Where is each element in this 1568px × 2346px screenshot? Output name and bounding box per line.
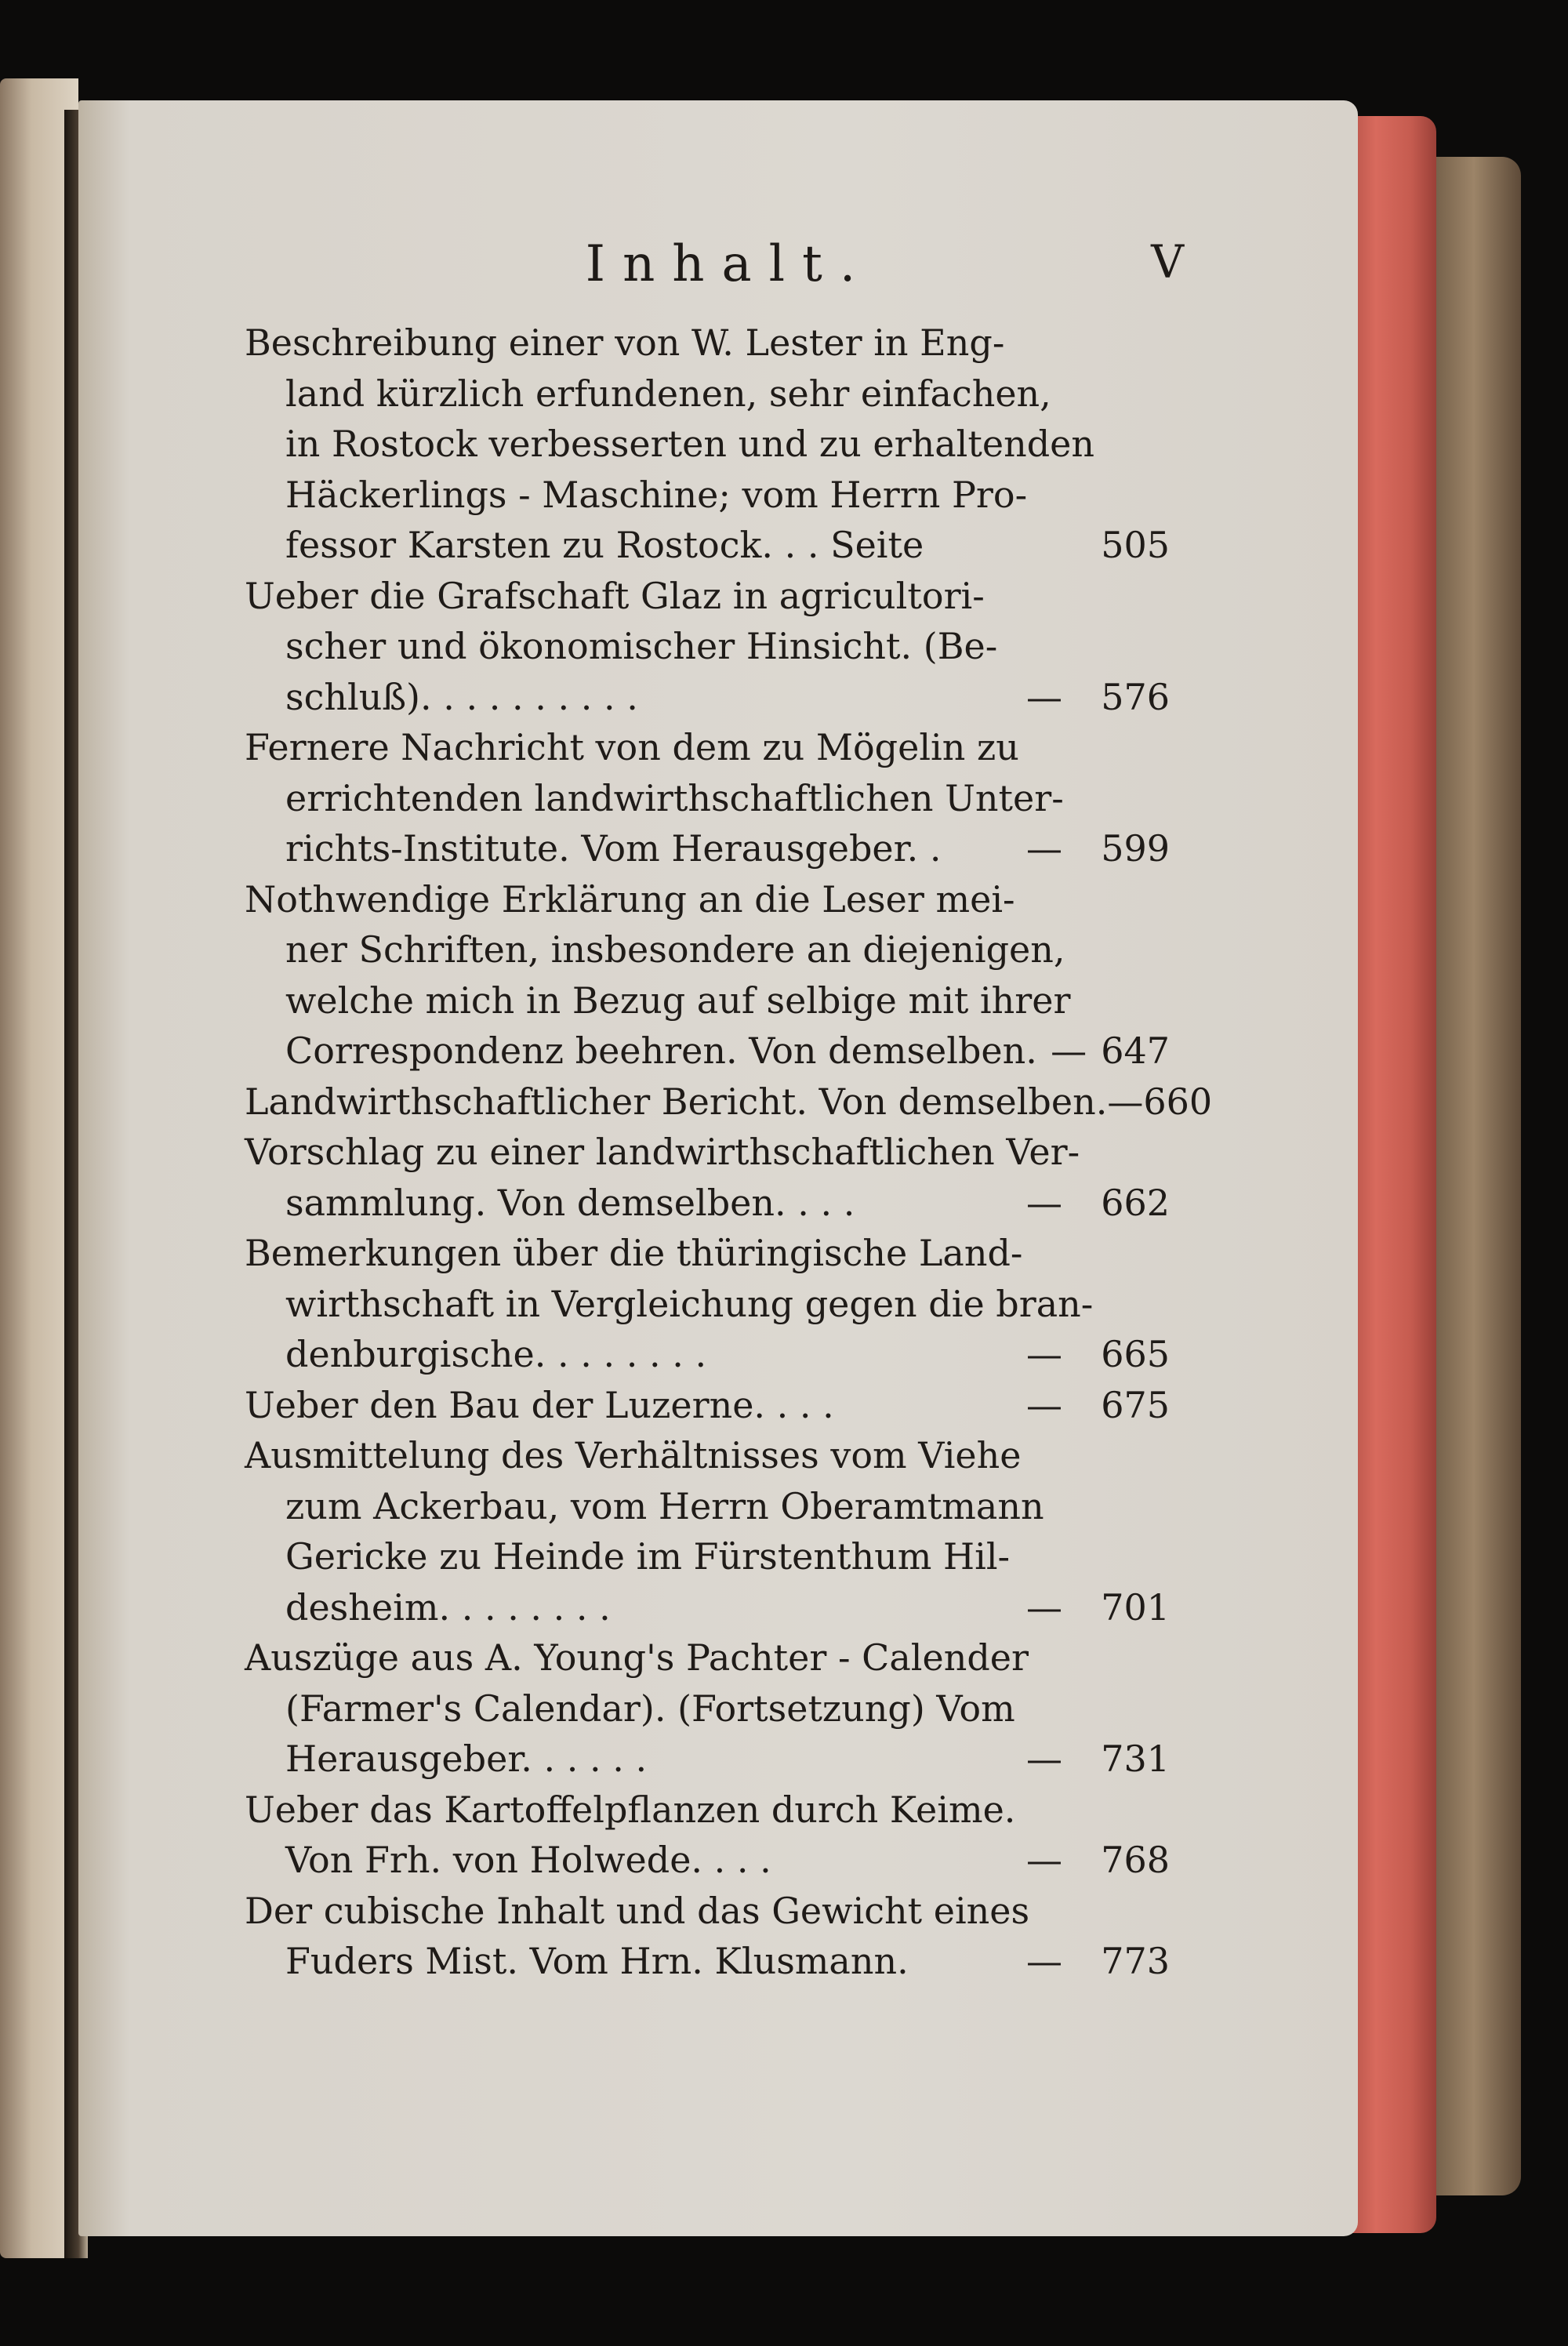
ditto-dash: — bbox=[1026, 1383, 1062, 1426]
toc-entry-line: Vorschlag zu einer landwirthschaftlichen Ver- bbox=[245, 1131, 1080, 1173]
red-page-edges bbox=[1350, 116, 1436, 2233]
toc-entry-line bbox=[245, 1835, 1170, 1886]
toc-entry-line bbox=[245, 823, 1170, 874]
toc-page-number: 701 bbox=[1101, 1585, 1170, 1629]
toc-entry-text: Fuders Mist. Vom Hrn. Klusmann. bbox=[285, 1940, 909, 1982]
toc-entry-line: scher und ökonomischer Hinsicht. (Be- bbox=[285, 625, 998, 667]
toc-entry bbox=[245, 1380, 1170, 1431]
toc-entry-line bbox=[245, 1329, 1170, 1380]
toc-entry-line: wirthschaft in Vergleichung gegen die bran- bbox=[285, 1282, 1094, 1325]
ditto-dash: — bbox=[1107, 1080, 1144, 1123]
toc-entry-line bbox=[245, 1380, 1170, 1431]
toc-entry-text: Ueber den Bau der Luzerne. . . . bbox=[245, 1383, 834, 1426]
toc-entry-line: Beschreibung einer von W. Lester in Eng- bbox=[245, 321, 1005, 364]
toc-entry bbox=[245, 1430, 1170, 1632]
toc-entry bbox=[245, 571, 1170, 723]
toc-entry bbox=[245, 1785, 1170, 1886]
running-title: Inhalt. bbox=[585, 235, 873, 293]
toc-page-number: 773 bbox=[1101, 1940, 1170, 1982]
toc-entry bbox=[245, 318, 1170, 571]
toc-page-number: 731 bbox=[1101, 1738, 1170, 1780]
toc-entry-line: ner Schriften, insbesondere an diejenigen, bbox=[285, 928, 1065, 971]
toc-entry bbox=[245, 1632, 1170, 1785]
ditto-dash: — bbox=[1051, 1030, 1087, 1072]
toc-page-number: 662 bbox=[1101, 1181, 1170, 1224]
ditto-dash: — bbox=[1026, 1940, 1062, 1982]
toc-entry bbox=[245, 722, 1170, 874]
ditto-dash: — bbox=[1026, 1181, 1062, 1224]
toc-entry-line bbox=[245, 520, 1170, 571]
toc-entry-line: Der cubische Inhalt und das Gewicht eines bbox=[245, 1889, 1030, 1932]
ditto-dash: — bbox=[1026, 1738, 1062, 1780]
toc-entry-line: Fernere Nachricht von dem zu Mögelin zu bbox=[245, 726, 1019, 768]
toc-entry-line: (Farmer's Calendar). (Fortsetzung) Vom bbox=[285, 1687, 1015, 1730]
toc-entry-line: zum Ackerbau, vom Herrn Oberamtmann bbox=[285, 1484, 1044, 1527]
toc-page-number: 660 bbox=[1143, 1080, 1213, 1123]
page-header bbox=[0, 235, 1568, 298]
page-number: V bbox=[1151, 235, 1184, 289]
toc-entry-text: Correspondenz beehren. Von demselben. bbox=[285, 1030, 1037, 1072]
toc-entry-line bbox=[245, 1077, 1213, 1128]
ditto-dash: — bbox=[1026, 675, 1062, 718]
toc-page-number: 576 bbox=[1101, 675, 1170, 718]
toc-entry-line bbox=[245, 1936, 1170, 1987]
toc-page-number: 665 bbox=[1101, 1333, 1170, 1375]
toc-page-number: 599 bbox=[1101, 827, 1170, 870]
toc-entry-text: schluß). . . . . . . . . . bbox=[285, 675, 638, 718]
book-cover-edge bbox=[1427, 157, 1521, 2195]
toc-entry-line: errichtenden landwirthschaftlichen Unter- bbox=[285, 776, 1064, 819]
toc-entry-text: richts-Institute. Vom Herausgeber. . bbox=[285, 827, 942, 870]
toc-entry-text: sammlung. Von demselben. . . . bbox=[285, 1181, 855, 1224]
toc-entry-line bbox=[245, 1582, 1170, 1633]
toc-entry-line: Ueber das Kartoffelpflanzen durch Keime. bbox=[245, 1788, 1016, 1831]
toc-page-number: 505 bbox=[1101, 524, 1170, 566]
toc-entry-text: fessor Karsten zu Rostock. . . Seite bbox=[285, 524, 924, 566]
toc-entry-line: in Rostock verbesserten und zu erhaltenden bbox=[285, 423, 1094, 465]
toc-entry-line: Nothwendige Erklärung an die Leser mei- bbox=[245, 877, 1015, 921]
toc-entry-line bbox=[245, 1026, 1170, 1077]
toc-entry-line bbox=[245, 1178, 1170, 1229]
toc-entry-line: welche mich in Bezug auf selbige mit ihrer bbox=[285, 979, 1071, 1022]
toc-entry-text: desheim. . . . . . . . bbox=[285, 1585, 611, 1629]
toc-entry-line: Ausmittelung des Verhältnisses vom Viehe bbox=[245, 1434, 1022, 1476]
toc-page-number: 768 bbox=[1101, 1839, 1170, 1881]
toc-entry-line: land kürzlich erfundenen, sehr einfachen, bbox=[285, 372, 1051, 415]
toc-entry-line bbox=[245, 1734, 1170, 1785]
toc-entry-text: Landwirthschaftlicher Bericht. Von demselben. bbox=[245, 1080, 1108, 1123]
toc-page-number: 675 bbox=[1101, 1383, 1170, 1426]
toc-entry-line: Gericke zu Heinde im Fürstenthum Hil- bbox=[285, 1535, 1011, 1578]
table-of-contents bbox=[245, 318, 1213, 1987]
ditto-dash: — bbox=[1026, 827, 1062, 870]
toc-entry-line bbox=[245, 672, 1170, 723]
toc-entry bbox=[245, 1886, 1170, 1987]
toc-entry-text: Von Frh. von Holwede. . . . bbox=[285, 1839, 771, 1881]
toc-entry-line: Häckerlings - Maschine; vom Herrn Pro- bbox=[285, 473, 1028, 516]
toc-entry bbox=[245, 1228, 1170, 1380]
ditto-dash: — bbox=[1026, 1839, 1062, 1881]
toc-entry-text: Herausgeber. . . . . . bbox=[285, 1738, 648, 1780]
ditto-dash: — bbox=[1026, 1333, 1062, 1375]
toc-entry-line: Auszüge aus A. Young's Pachter - Calender bbox=[245, 1636, 1029, 1679]
toc-page-number: 647 bbox=[1101, 1030, 1170, 1072]
toc-entry-line: Bemerkungen über die thüringische Land- bbox=[245, 1232, 1023, 1274]
ditto-dash: — bbox=[1026, 1585, 1062, 1629]
toc-entry bbox=[245, 1077, 1213, 1128]
toc-entry-line: Ueber die Grafschaft Glaz in agricultori- bbox=[245, 574, 985, 617]
toc-entry bbox=[245, 1127, 1170, 1228]
toc-entry bbox=[245, 874, 1170, 1077]
toc-entry-text: denburgische. . . . . . . . bbox=[285, 1333, 707, 1375]
